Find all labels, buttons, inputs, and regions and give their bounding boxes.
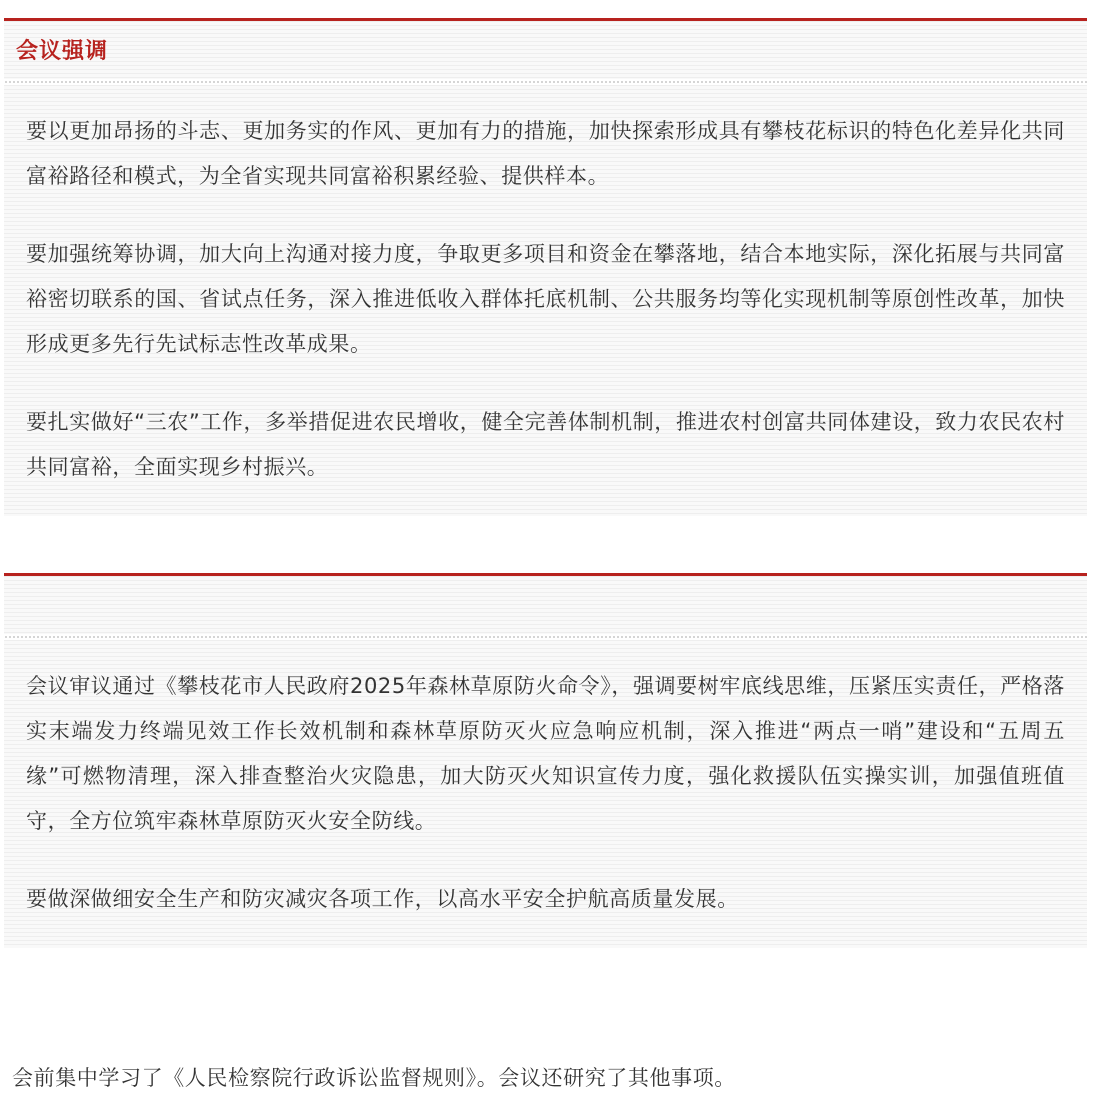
- paragraph: 要以更加昂扬的斗志、更加务实的作风、更加有力的措施，加快探索形成具有攀枝花标识的特色化差异化共同富裕路径和模式，为全省实现共同富裕积累经验、提供样本。: [26, 119, 1065, 188]
- section-header: [4, 576, 1087, 634]
- section-title: 会议强调: [16, 39, 109, 64]
- paragraph: 要扎实做好“三农”工作，多举措促进农民增收，健全完善体制机制，推进农村创富共同体建设，致力农民农村共同富裕，全面实现乡村振兴。: [26, 410, 1065, 479]
- paragraph: 要做深做细安全生产和防灾减灾各项工作，以高水平安全护航高质量发展。: [26, 887, 739, 911]
- section-fire-prevention: [4, 573, 1087, 948]
- paragraph: 要加强统筹协调，加大向上沟通对接力度，争取更多项目和资金在攀落地，结合本地实际，深化拓展与共同富裕密切联系的国、省试点任务，深入推进低收入群体托底机制、公共服务均等化实现机制等原创性改革，加快形成更多先行先试标志性改革成果。: [26, 242, 1065, 356]
- section-body: [4, 85, 1087, 516]
- section-body: [4, 640, 1087, 948]
- section-header: [4, 21, 1087, 79]
- paragraph: 会议审议通过《攀枝花市人民政府2025年森林草原防火命令》，强调要树牢底线思维，压紧压实责任，严格落实末端发力终端见效工作长效机制和森林草原防灭火应急响应机制，深入推进“两点一哨”建设和“五周五缘”可燃物清理，深入排查整治火灾隐患，加大防灭火知识宣传力度，强化救援队伍实操实训，加强值班值守，全方位筑牢森林草原防灭火安全防线。: [26, 674, 1065, 833]
- section-meeting-emphasis: [4, 18, 1087, 516]
- closing-note: 会前集中学习了《人民检察院行政诉讼监督规则》。会议还研究了其他事项。: [12, 1066, 736, 1090]
